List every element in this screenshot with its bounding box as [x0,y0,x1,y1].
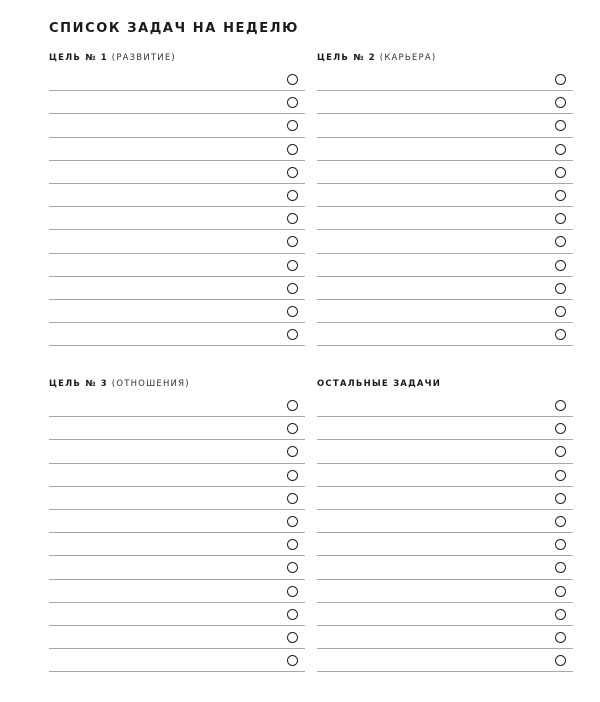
circle-checkbox-icon[interactable] [555,329,566,340]
circle-checkbox-icon[interactable] [287,446,298,457]
circle-checkbox-icon[interactable] [287,97,298,108]
circle-checkbox-icon[interactable] [555,539,566,550]
circle-checkbox-icon[interactable] [555,120,566,131]
task-row[interactable] [317,91,573,114]
task-row[interactable] [317,277,573,300]
circle-checkbox-icon[interactable] [287,400,298,411]
circle-checkbox-icon[interactable] [287,423,298,434]
task-row[interactable] [49,440,305,463]
task-row[interactable] [49,323,305,346]
circle-checkbox-icon[interactable] [555,586,566,597]
section-subtitle: (КАРЬЕРА) [379,53,437,63]
task-row[interactable] [317,580,573,603]
task-row[interactable] [49,300,305,323]
task-row[interactable] [317,161,573,184]
task-list [49,394,305,672]
circle-checkbox-icon[interactable] [555,632,566,643]
circle-checkbox-icon[interactable] [287,329,298,340]
task-row[interactable] [49,417,305,440]
circle-checkbox-icon[interactable] [287,586,298,597]
section-heading [317,377,573,391]
circle-checkbox-icon[interactable] [555,74,566,85]
task-row[interactable] [49,207,305,230]
circle-checkbox-icon[interactable] [555,97,566,108]
circle-checkbox-icon[interactable] [555,213,566,224]
task-row[interactable] [317,603,573,626]
circle-checkbox-icon[interactable] [287,144,298,155]
circle-checkbox-icon[interactable] [287,74,298,85]
circle-checkbox-icon[interactable] [287,260,298,271]
task-row[interactable] [49,649,305,672]
task-row[interactable] [317,417,573,440]
section-title: ОСТАЛЬНЫЕ ЗАДАЧИ [317,379,442,389]
task-row[interactable] [317,626,573,649]
task-row[interactable] [317,230,573,253]
circle-checkbox-icon[interactable] [555,562,566,573]
section-heading [49,377,305,391]
task-row[interactable] [49,91,305,114]
circle-checkbox-icon[interactable] [555,190,566,201]
section-heading [317,51,573,65]
page-title: СПИСОК ЗАДАЧ НА НЕДЕЛЮ [49,21,299,36]
task-row[interactable] [317,254,573,277]
task-row[interactable] [49,254,305,277]
circle-checkbox-icon[interactable] [287,655,298,666]
task-row[interactable] [317,556,573,579]
circle-checkbox-icon[interactable] [555,167,566,178]
task-row[interactable] [317,300,573,323]
section-title: ЦЕЛЬ № 3 [49,379,108,389]
task-row[interactable] [317,440,573,463]
section-title: ЦЕЛЬ № 1 [49,53,108,63]
circle-checkbox-icon[interactable] [287,539,298,550]
task-list [49,68,305,346]
section-heading [49,51,305,65]
task-row[interactable] [49,161,305,184]
task-row[interactable] [49,580,305,603]
circle-checkbox-icon[interactable] [287,120,298,131]
task-row[interactable] [317,114,573,137]
circle-checkbox-icon[interactable] [287,632,298,643]
section-goal-2 [317,51,573,346]
task-row[interactable] [49,533,305,556]
section-title: ЦЕЛЬ № 2 [317,53,376,63]
task-row[interactable] [49,230,305,253]
circle-checkbox-icon[interactable] [555,655,566,666]
circle-checkbox-icon[interactable] [287,609,298,620]
circle-checkbox-icon[interactable] [555,609,566,620]
circle-checkbox-icon[interactable] [287,493,298,504]
circle-checkbox-icon[interactable] [287,190,298,201]
task-row[interactable] [49,556,305,579]
circle-checkbox-icon[interactable] [555,423,566,434]
circle-checkbox-icon[interactable] [287,213,298,224]
task-row[interactable] [49,138,305,161]
circle-checkbox-icon[interactable] [555,260,566,271]
circle-checkbox-icon[interactable] [555,493,566,504]
circle-checkbox-icon[interactable] [287,470,298,481]
circle-checkbox-icon[interactable] [287,516,298,527]
circle-checkbox-icon[interactable] [555,236,566,247]
circle-checkbox-icon[interactable] [555,470,566,481]
circle-checkbox-icon[interactable] [555,306,566,317]
task-row[interactable] [317,510,573,533]
circle-checkbox-icon[interactable] [555,446,566,457]
circle-checkbox-icon[interactable] [555,144,566,155]
circle-checkbox-icon[interactable] [555,283,566,294]
task-row[interactable] [49,277,305,300]
task-row[interactable] [49,68,305,91]
circle-checkbox-icon[interactable] [555,400,566,411]
task-row[interactable] [317,207,573,230]
task-list [317,68,573,346]
section-subtitle: (ОТНОШЕНИЯ) [111,379,190,389]
task-row[interactable] [317,138,573,161]
task-row[interactable] [317,649,573,672]
task-row[interactable] [317,533,573,556]
circle-checkbox-icon[interactable] [287,283,298,294]
circle-checkbox-icon[interactable] [287,306,298,317]
circle-checkbox-icon[interactable] [287,562,298,573]
task-row[interactable] [49,603,305,626]
task-row[interactable] [317,184,573,207]
task-row[interactable] [317,487,573,510]
task-row[interactable] [49,114,305,137]
section-subtitle: (РАЗВИТИЕ) [111,53,176,63]
section-goal-1 [49,51,305,346]
task-row[interactable] [317,68,573,91]
circle-checkbox-icon[interactable] [287,236,298,247]
task-list [317,394,573,672]
section-goal-3 [49,377,305,672]
task-row[interactable] [49,487,305,510]
task-row[interactable] [49,394,305,417]
task-row[interactable] [317,323,573,346]
task-row[interactable] [49,626,305,649]
task-row[interactable] [49,510,305,533]
task-row[interactable] [49,184,305,207]
task-row[interactable] [49,464,305,487]
circle-checkbox-icon[interactable] [287,167,298,178]
task-row[interactable] [317,464,573,487]
task-row[interactable] [317,394,573,417]
section-other-tasks [317,377,573,672]
circle-checkbox-icon[interactable] [555,516,566,527]
